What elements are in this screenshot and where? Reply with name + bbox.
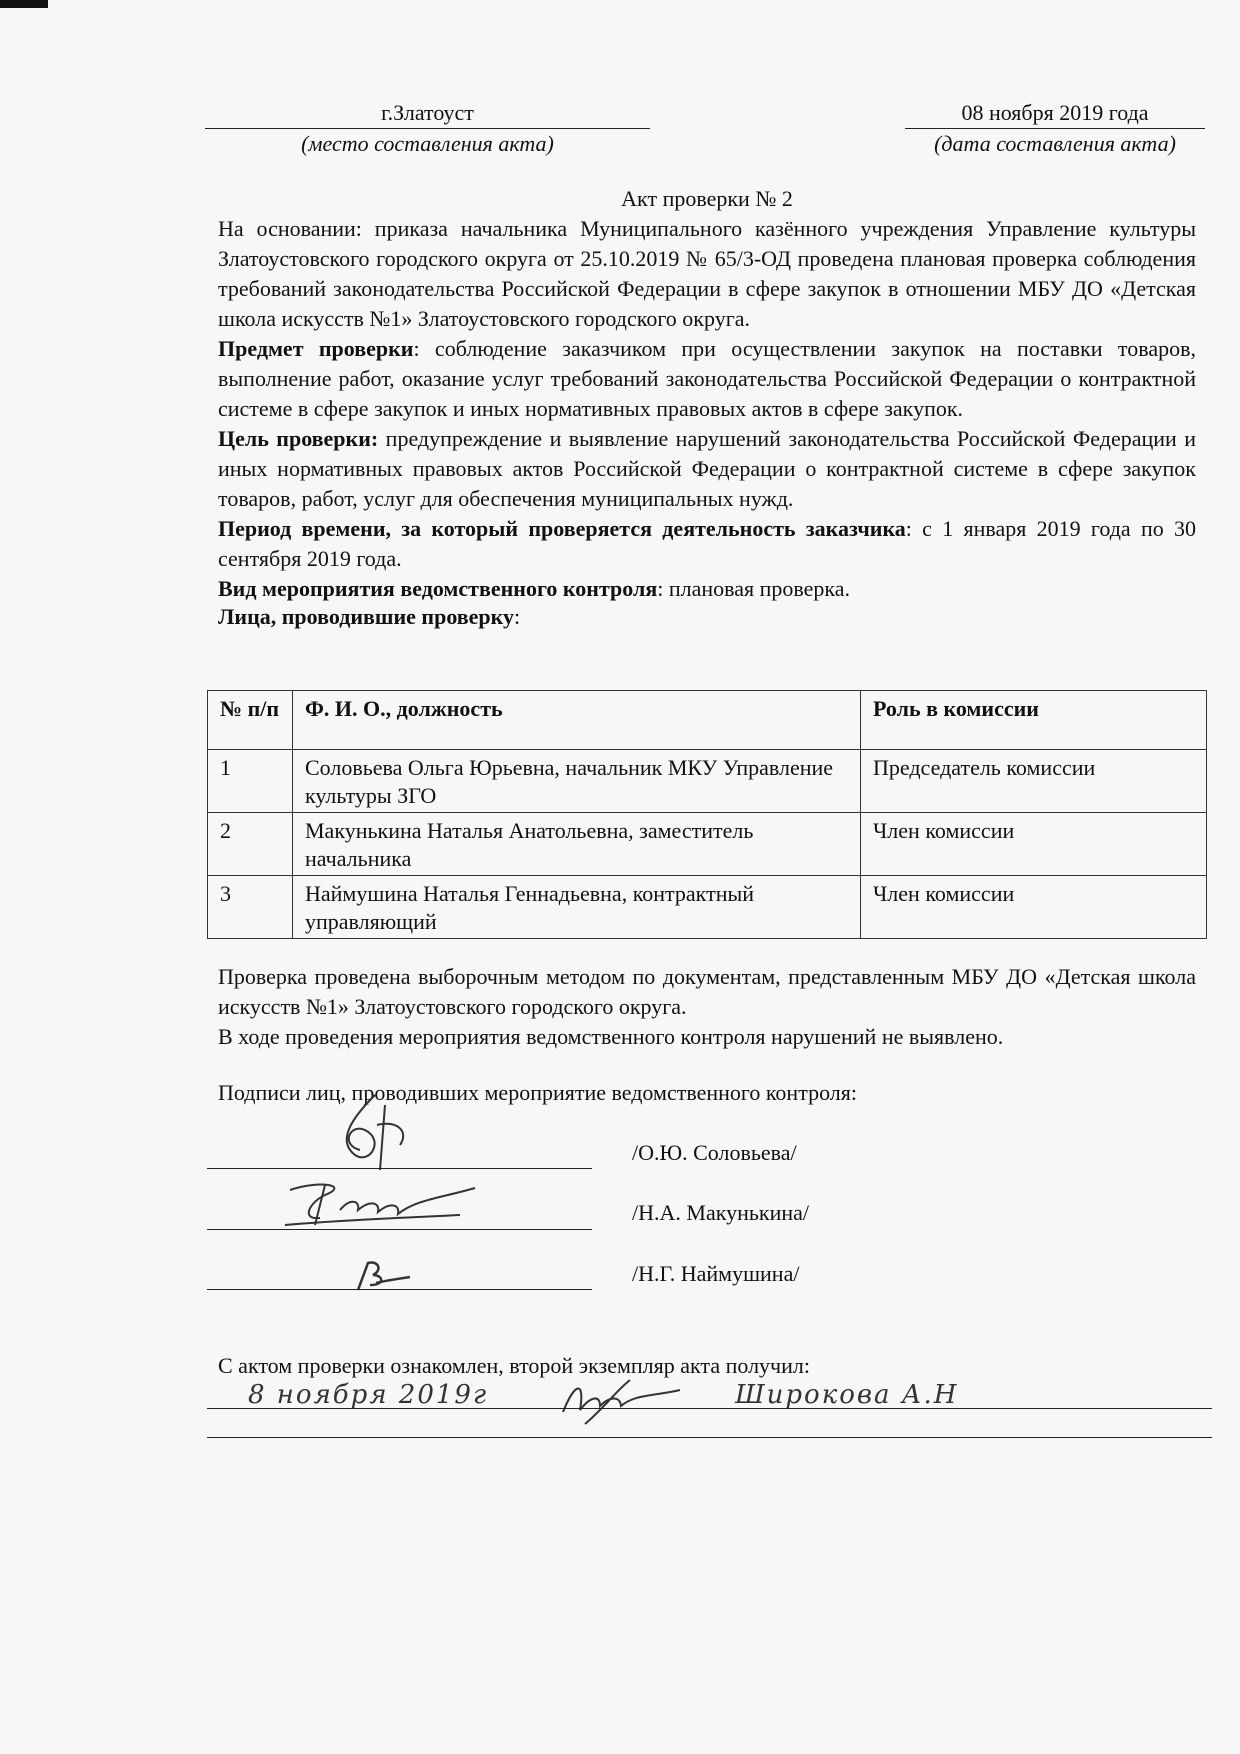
row-name: Наймушина Наталья Геннадьевна, контрактный управляющий <box>293 876 861 939</box>
signature-3-name: /Н.Г. Наймушина/ <box>632 1261 800 1286</box>
act-body <box>218 214 1196 630</box>
date-caption: (дата составления акта) <box>934 131 1176 156</box>
commission-table <box>207 690 1207 939</box>
row-role: Член комиссии <box>861 876 1207 939</box>
scan-corner-mark <box>0 0 48 8</box>
method-paragraph: Проверка проведена выборочным методом по документам, представленным МБУ ДО «Детская школа искусств №1» Златоустовского городского округа. <box>218 964 1196 1019</box>
persons-text: : <box>514 604 521 629</box>
signature-2-line <box>207 1229 592 1230</box>
acknowledgement-signature-icon <box>555 1372 690 1427</box>
row-number: 2 <box>208 813 293 876</box>
signature-3-line <box>207 1289 592 1290</box>
result-paragraph: В ходе проведения мероприятия ведомственного контроля нарушений не выявлено. <box>218 1024 1004 1049</box>
signatures-intro: Подписи лиц, проводивших мероприятие ведомственного контроля: <box>218 1080 858 1105</box>
subject-text: : соблюдение заказчиком при осуществлении закупок на поставки товаров, выполнение работ, оказание услуг требований законодательства Российской Федерации о контрактной системе в сфере закупок и иных нормативных правовых актов в сфере закупок. <box>218 336 1196 421</box>
acknowledgement-line-1 <box>207 1408 1212 1409</box>
table-header-row <box>208 691 1207 750</box>
handwritten-name: Широкова А.Н <box>735 1380 959 1410</box>
handwritten-date: 8 ноября 2019г <box>248 1380 489 1410</box>
persons-paragraph <box>218 604 1196 630</box>
control-type-label: Вид мероприятия ведомственного контроля <box>218 576 658 601</box>
period-label: Период времени, за который проверяется деятельность заказчика <box>218 516 906 541</box>
row-role: Член комиссии <box>861 813 1207 876</box>
header-number: № п/п <box>208 691 293 750</box>
subject-label: Предмет проверки <box>218 336 414 361</box>
persons-label: Лица, проводившие проверку <box>218 604 515 629</box>
acknowledgement-line-2 <box>207 1437 1212 1438</box>
period-text: : с 1 января 2019 года по 30 сентября 2019 года. <box>218 516 1196 571</box>
signature-2-icon <box>280 1170 490 1230</box>
place-underline <box>205 128 650 129</box>
goal-text: предупреждение и выявление нарушений законодательства Российской Федерации и иных нормативных правовых актов Российской Федерации о контрактной системе в сфере закупок товаров, работ, услуг для обеспечения муниципальных нужд. <box>218 426 1197 511</box>
header-name: Ф. И. О., должность <box>293 691 861 750</box>
table-row <box>208 813 1207 876</box>
control-type-text: : плановая проверка. <box>657 576 851 601</box>
row-name: Макунькина Наталья Анатольевна, заместитель начальника <box>293 813 861 876</box>
period-paragraph <box>218 514 1196 574</box>
control-type-paragraph <box>218 574 1196 604</box>
basis-paragraph: На основании: приказа начальника Муниципального казённого учреждения Управление культуры Златоустовского городского округа от 25.10.2019 № 65/3-ОД проведена плановая проверка соблюдения требований законодательства Российской Федерации в сфере закупок в отношении МБУ ДО «Детская школа искусств №1» Златоустовского городского округа. <box>218 216 1196 331</box>
table-row <box>208 750 1207 813</box>
signature-1-line <box>207 1168 592 1169</box>
signature-1-name: /О.Ю. Соловьева/ <box>632 1140 797 1165</box>
signature-1-icon <box>315 1085 445 1175</box>
date-underline <box>905 128 1205 129</box>
signature-2-name: /Н.А. Макунькина/ <box>632 1200 810 1225</box>
row-number: 3 <box>208 876 293 939</box>
act-title: Акт проверки № 2 <box>621 186 793 211</box>
place-of-act: г.Златоуст <box>381 100 474 125</box>
date-of-act: 08 ноября 2019 года <box>961 100 1149 125</box>
row-role: Председатель комиссии <box>861 750 1207 813</box>
subject-paragraph <box>218 334 1196 424</box>
goal-label: Цель проверки: <box>218 426 379 451</box>
row-number: 1 <box>208 750 293 813</box>
conclusion <box>218 962 1196 1052</box>
acknowledgement-text: С актом проверки ознакомлен, второй экземпляр акта получил: <box>218 1353 810 1378</box>
table-row <box>208 876 1207 939</box>
place-caption: (место составления акта) <box>301 131 554 156</box>
row-name: Соловьева Ольга Юрьевна, начальник МКУ Управление культуры ЗГО <box>293 750 861 813</box>
header-role: Роль в комиссии <box>861 691 1207 750</box>
goal-paragraph <box>218 424 1196 514</box>
